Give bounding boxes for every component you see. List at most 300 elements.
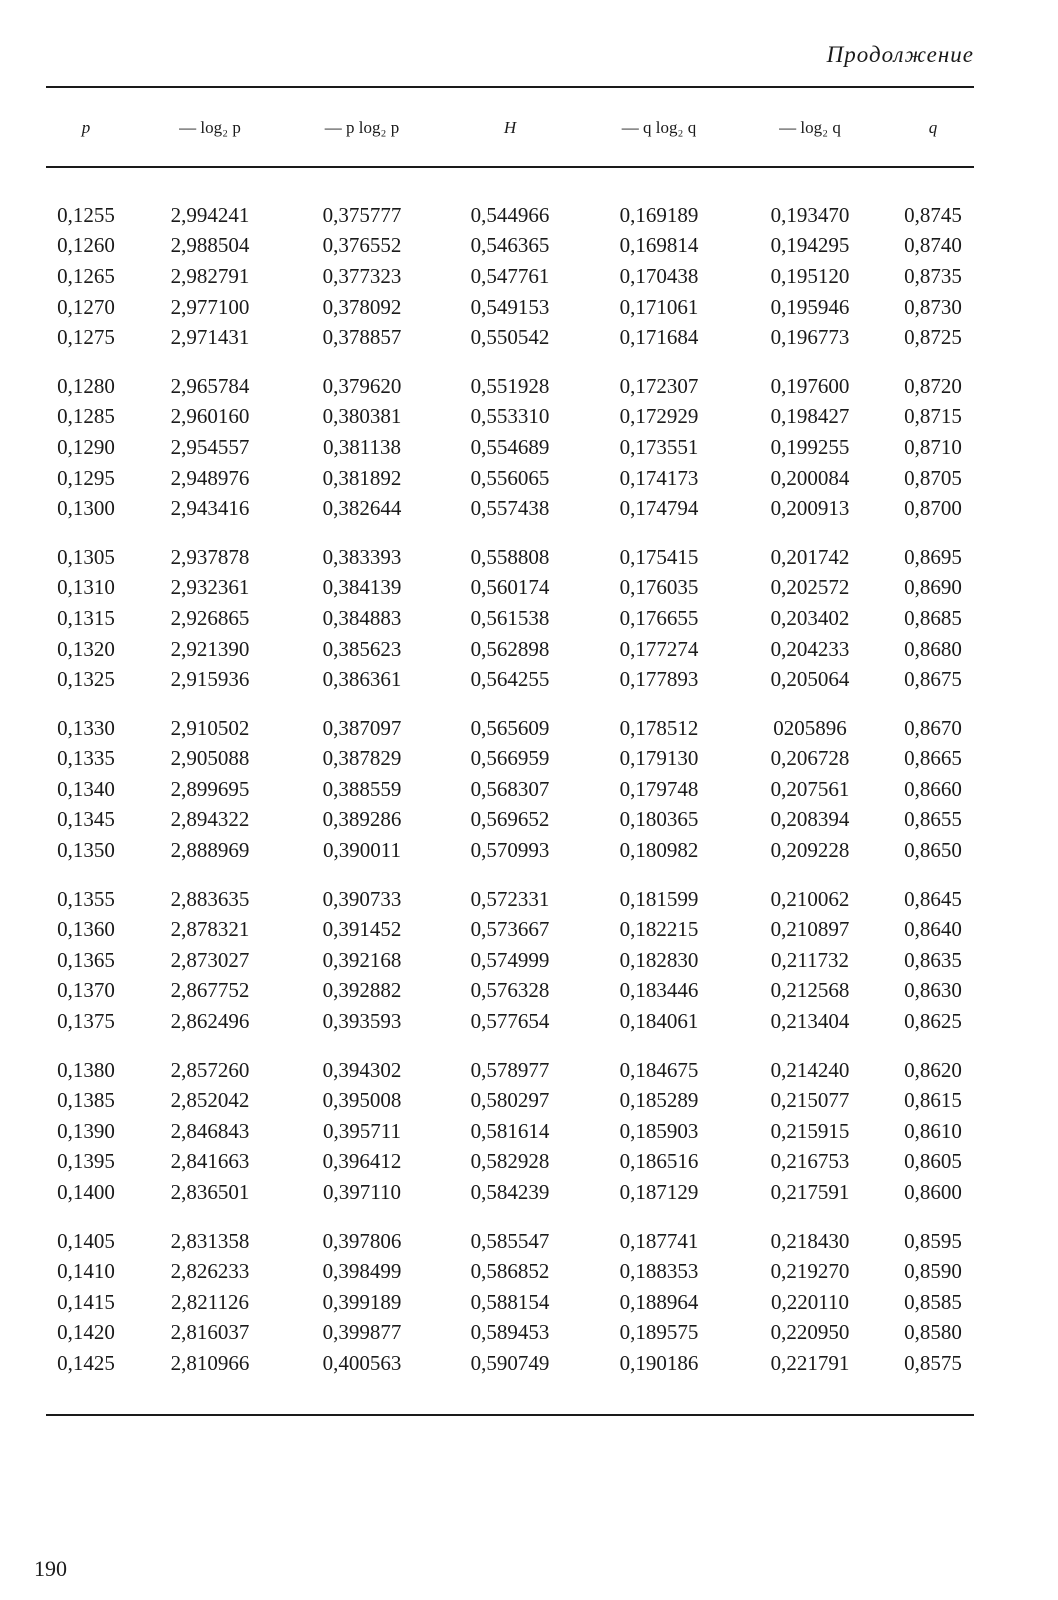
table-cell: 0,8725 xyxy=(904,325,962,350)
table-cell: 0,382644 xyxy=(322,496,402,521)
table-cell: 2,888969 xyxy=(170,838,250,863)
table-cell: 0,213404 xyxy=(770,1009,850,1034)
table-cell: 0,173551 xyxy=(619,434,699,459)
table-cell: 2,826233 xyxy=(170,1259,250,1284)
table-cell: 0,183446 xyxy=(619,978,699,1003)
table-body xyxy=(40,168,980,1379)
table-cell: 0,188353 xyxy=(619,1259,699,1284)
table-cell: 0,384139 xyxy=(322,575,402,600)
table-cell: 0,1390 xyxy=(57,1118,115,1143)
table-cell: 2,862496 xyxy=(170,1009,250,1034)
table-cell: 0,1385 xyxy=(57,1088,115,1113)
table-cell: 0,1355 xyxy=(57,886,115,911)
table-row xyxy=(40,1116,980,1147)
table-cell: 0,381892 xyxy=(322,465,402,490)
table-cell: 0,209228 xyxy=(770,838,850,863)
table-cell: 2,852042 xyxy=(170,1088,250,1113)
table-row xyxy=(40,432,980,463)
table-row xyxy=(40,884,980,915)
table-row xyxy=(40,200,980,231)
table-cell: 0,220110 xyxy=(771,1289,849,1314)
table-cell: 0,8625 xyxy=(904,1009,962,1034)
table-cell: 0,1380 xyxy=(57,1057,115,1082)
table-cell: 0,395711 xyxy=(323,1118,401,1143)
table-cell: 0,181599 xyxy=(619,886,699,911)
table-cell: 0,397110 xyxy=(323,1180,401,1205)
table-cell: 0,1310 xyxy=(57,575,115,600)
table-cell: 0,193470 xyxy=(770,202,850,227)
table-cell: 0,189575 xyxy=(619,1320,699,1345)
table-cell: 0,190186 xyxy=(619,1350,699,1375)
table-cell: 0,1265 xyxy=(57,263,115,288)
table-cell: 0,565609 xyxy=(470,715,550,740)
page-number: 190 xyxy=(34,1556,67,1581)
table-cell: 0,1255 xyxy=(57,202,115,227)
table-cell: 0,8670 xyxy=(904,715,962,740)
table-cell: 0,572331 xyxy=(470,886,550,911)
table-cell: 0,200084 xyxy=(770,465,850,490)
table-cell: 0,199255 xyxy=(770,434,850,459)
table-cell: 0,214240 xyxy=(770,1057,850,1082)
table-header-row xyxy=(40,88,980,168)
table-cell: 0,569652 xyxy=(470,807,550,832)
table-row xyxy=(40,835,980,866)
table-cell: 0,177893 xyxy=(619,667,699,692)
table-cell: 0,195946 xyxy=(770,294,850,319)
table-cell: 2,905088 xyxy=(170,746,250,771)
table-cell: 0,8660 xyxy=(904,776,962,801)
table-cell: 2,954557 xyxy=(170,434,250,459)
table-cell: 0,381138 xyxy=(323,434,401,459)
table-row xyxy=(40,292,980,323)
table-cell: 0,8695 xyxy=(904,544,962,569)
table-cell: 0,390011 xyxy=(323,838,401,863)
table-cell: 0,216753 xyxy=(770,1149,850,1174)
table-cell: 0,221791 xyxy=(770,1350,850,1375)
table-cell: 0,376552 xyxy=(322,233,402,258)
table-cell: 0,206728 xyxy=(770,746,850,771)
table-cell: 0,1335 xyxy=(57,746,115,771)
table-cell: 2,857260 xyxy=(170,1057,250,1082)
table-cell: 0,8680 xyxy=(904,636,962,661)
table-cell: 2,977100 xyxy=(170,294,250,319)
table-cell: 2,948976 xyxy=(170,465,250,490)
table-cell: 0,8585 xyxy=(904,1289,962,1314)
table-cell: 0,203402 xyxy=(770,605,850,630)
table-cell: 0,386361 xyxy=(322,667,402,692)
table-cell: 2,988504 xyxy=(170,233,250,258)
table-row xyxy=(40,713,980,744)
table-row xyxy=(40,322,980,353)
table-cell: 0,574999 xyxy=(470,947,550,972)
table-cell: 0,174794 xyxy=(619,496,699,521)
group-gap xyxy=(40,866,980,884)
table-cell: 0,8655 xyxy=(904,807,962,832)
table-cell: 0,175415 xyxy=(619,544,699,569)
table-cell: 2,960160 xyxy=(170,404,250,429)
table-row xyxy=(40,542,980,573)
table-cell: 0,387097 xyxy=(322,715,402,740)
table-row xyxy=(40,1006,980,1037)
table-cell: 0,8730 xyxy=(904,294,962,319)
table-cell: 0,176035 xyxy=(619,575,699,600)
table-cell: 2,937878 xyxy=(170,544,250,569)
group-gap xyxy=(40,695,980,713)
table-cell: 0,179748 xyxy=(619,776,699,801)
table-cell: 0,551928 xyxy=(470,373,550,398)
table-cell: 0,211732 xyxy=(771,947,849,972)
table-cell: 0,564255 xyxy=(470,667,550,692)
table-cell: 0,171684 xyxy=(619,325,699,350)
table-row xyxy=(40,945,980,976)
table-cell: 0,205064 xyxy=(770,667,850,692)
table-cell: 2,816037 xyxy=(170,1320,250,1345)
table-cell: 0,8710 xyxy=(904,434,962,459)
table-cell: 2,971431 xyxy=(170,325,250,350)
table-row xyxy=(40,1055,980,1086)
table-cell: 0,177274 xyxy=(619,636,699,661)
table-row xyxy=(40,1348,980,1379)
table-cell: 0,385623 xyxy=(322,636,402,661)
table-cell: 2,836501 xyxy=(170,1180,250,1205)
table-cell: 0,1285 xyxy=(57,404,115,429)
table-cell: 0,392168 xyxy=(322,947,402,972)
table-cell: 0,8630 xyxy=(904,978,962,1003)
table-row xyxy=(40,634,980,665)
table-cell: 2,894322 xyxy=(170,807,250,832)
table-cell: 0,1395 xyxy=(57,1149,115,1174)
table-cell: 0,212568 xyxy=(770,978,850,1003)
table-cell: 0,1295 xyxy=(57,465,115,490)
table-cell: 0,207561 xyxy=(770,776,850,801)
table-cell: 0,182830 xyxy=(619,947,699,972)
table-cell: 0,394302 xyxy=(322,1057,402,1082)
table-cell: 0,215077 xyxy=(770,1088,850,1113)
table-cell: 0,172307 xyxy=(619,373,699,398)
table-cell: 2,867752 xyxy=(170,978,250,1003)
table-cell: 0,1325 xyxy=(57,667,115,692)
table-cell: 0,380381 xyxy=(322,404,402,429)
table-cell: 2,921390 xyxy=(170,636,250,661)
table-cell: 0,180365 xyxy=(619,807,699,832)
table-cell: 0,553310 xyxy=(470,404,550,429)
table-cell: 0,1410 xyxy=(57,1259,115,1284)
table-cell: 0,566959 xyxy=(470,746,550,771)
continued-caption: Продолжение xyxy=(826,42,974,67)
table-cell: 0,8610 xyxy=(904,1118,962,1143)
table-cell: 0,562898 xyxy=(470,636,550,661)
table-row xyxy=(40,1318,980,1349)
table-cell: 0,378092 xyxy=(322,294,402,319)
table-cell: 0,573667 xyxy=(470,917,550,942)
table-cell: 2,810966 xyxy=(170,1350,250,1375)
table-row xyxy=(40,1287,980,1318)
table-row xyxy=(40,744,980,775)
table-cell: 0,577654 xyxy=(470,1009,550,1034)
table-cell: 2,994241 xyxy=(170,202,250,227)
spacer-row xyxy=(40,168,980,200)
table-cell: 0,397806 xyxy=(322,1228,402,1253)
table-row xyxy=(40,1226,980,1257)
table-cell: 0,557438 xyxy=(470,496,550,521)
table-cell: 0,1425 xyxy=(57,1350,115,1375)
group-gap xyxy=(40,524,980,542)
table-row xyxy=(40,402,980,433)
table-cell: 0,1270 xyxy=(57,294,115,319)
table-cell: 0,179130 xyxy=(619,746,699,771)
table-cell: 0,390733 xyxy=(322,886,402,911)
table-cell: 0,215915 xyxy=(770,1118,850,1143)
bottom-rule xyxy=(46,1414,974,1416)
table-cell: 0,8615 xyxy=(904,1088,962,1113)
table-row xyxy=(40,371,980,402)
table-cell: 0,169189 xyxy=(619,202,699,227)
table-cell: 0,198427 xyxy=(770,404,850,429)
table-cell: 0,1290 xyxy=(57,434,115,459)
table-cell: 2,910502 xyxy=(170,715,250,740)
table-cell: 0,561538 xyxy=(470,605,550,630)
table-cell: 0,1320 xyxy=(57,636,115,661)
table-cell: 0,8665 xyxy=(904,746,962,771)
table-cell: 0,8640 xyxy=(904,917,962,942)
table-cell: 0,392882 xyxy=(322,978,402,1003)
table-cell: 0,582928 xyxy=(470,1149,550,1174)
table-cell: 0,170438 xyxy=(619,263,699,288)
table-row xyxy=(40,805,980,836)
table-cell: 0,586852 xyxy=(470,1259,550,1284)
table-cell: 0,387829 xyxy=(322,746,402,771)
table-cell: 0205896 xyxy=(773,715,847,740)
table-cell: 0,204233 xyxy=(770,636,850,661)
table-row xyxy=(40,261,980,292)
table-cell: 0,176655 xyxy=(619,605,699,630)
table-cell: 2,915936 xyxy=(170,667,250,692)
table-cell: 0,218430 xyxy=(770,1228,850,1253)
column-header: — q log₂ q xyxy=(621,118,697,137)
table-cell: 0,210062 xyxy=(770,886,850,911)
table-cell: 0,375777 xyxy=(322,202,402,227)
table-cell: 0,8590 xyxy=(904,1259,962,1284)
table-row xyxy=(40,1177,980,1208)
table-cell: 0,196773 xyxy=(770,325,850,350)
table-cell: 2,932361 xyxy=(170,575,250,600)
column-header: p xyxy=(81,118,91,137)
table-cell: 0,581614 xyxy=(470,1118,550,1143)
table-cell: 0,197600 xyxy=(770,373,850,398)
table-cell: 0,399189 xyxy=(322,1289,402,1314)
table-cell: 0,400563 xyxy=(322,1350,402,1375)
table-cell: 0,185289 xyxy=(619,1088,699,1113)
table-cell: 0,560174 xyxy=(470,575,550,600)
table-cell: 0,546365 xyxy=(470,233,550,258)
table-row xyxy=(40,603,980,634)
table-cell: 0,8605 xyxy=(904,1149,962,1174)
table-cell: 2,878321 xyxy=(170,917,250,942)
table-cell: 0,202572 xyxy=(770,575,850,600)
table-row xyxy=(40,664,980,695)
table-cell: 0,568307 xyxy=(470,776,550,801)
table-cell: 0,1400 xyxy=(57,1180,115,1205)
table-cell: 0,1275 xyxy=(57,325,115,350)
table-cell: 0,589453 xyxy=(470,1320,550,1345)
table-cell: 0,388559 xyxy=(322,776,402,801)
table-cell: 2,965784 xyxy=(170,373,250,398)
table-cell: 0,399877 xyxy=(322,1320,402,1345)
table-cell: 2,873027 xyxy=(170,947,250,972)
table-cell: 0,172929 xyxy=(619,404,699,429)
table-cell: 0,1330 xyxy=(57,715,115,740)
table-cell: 0,377323 xyxy=(322,263,402,288)
table-cell: 0,558808 xyxy=(470,544,550,569)
table-cell: 0,8635 xyxy=(904,947,962,972)
table-cell: 0,590749 xyxy=(470,1350,550,1375)
column-header: — log₂ q xyxy=(779,118,841,137)
table-cell: 0,396412 xyxy=(322,1149,402,1174)
table-cell: 0,208394 xyxy=(770,807,850,832)
table-cell: 0,169814 xyxy=(619,233,699,258)
table-cell: 0,185903 xyxy=(619,1118,699,1143)
column-header: — log₂ p xyxy=(179,118,241,137)
table-cell: 0,570993 xyxy=(470,838,550,863)
table-cell: 0,184675 xyxy=(619,1057,699,1082)
table-cell: 0,393593 xyxy=(322,1009,402,1034)
table-cell: 0,8705 xyxy=(904,465,962,490)
table-cell: 0,1340 xyxy=(57,776,115,801)
table-cell: 0,398499 xyxy=(322,1259,402,1284)
table-cell: 0,8685 xyxy=(904,605,962,630)
table-cell: 0,184061 xyxy=(619,1009,699,1034)
table-cell: 0,1415 xyxy=(57,1289,115,1314)
table-cell: 2,846843 xyxy=(170,1118,250,1143)
table-cell: 0,549153 xyxy=(470,294,550,319)
table-row xyxy=(40,1085,980,1116)
column-header: — p log₂ p xyxy=(324,118,400,137)
table-cell: 0,8595 xyxy=(904,1228,962,1253)
table-cell: 0,195120 xyxy=(770,263,850,288)
table-row xyxy=(40,463,980,494)
table-cell: 0,1420 xyxy=(57,1320,115,1345)
table-cell: 0,187741 xyxy=(619,1228,699,1253)
table-cell: 0,1345 xyxy=(57,807,115,832)
table-cell: 0,1305 xyxy=(57,544,115,569)
table-cell: 0,1300 xyxy=(57,496,115,521)
table-cell: 0,186516 xyxy=(619,1149,699,1174)
group-gap xyxy=(40,1037,980,1055)
table-cell: 0,585547 xyxy=(470,1228,550,1253)
table-cell: 0,580297 xyxy=(470,1088,550,1113)
table-cell: 0,182215 xyxy=(619,917,699,942)
values-table xyxy=(40,88,980,1379)
table-cell: 0,188964 xyxy=(619,1289,699,1314)
table-cell: 0,378857 xyxy=(322,325,402,350)
table-cell: 0,8700 xyxy=(904,496,962,521)
table-cell: 0,8735 xyxy=(904,263,962,288)
table-cell: 0,1350 xyxy=(57,838,115,863)
table-cell: 0,383393 xyxy=(322,544,402,569)
table-cell: 2,883635 xyxy=(170,886,250,911)
table-row xyxy=(40,774,980,805)
table-cell: 0,379620 xyxy=(322,373,402,398)
table-cell: 0,219270 xyxy=(770,1259,850,1284)
table-cell: 0,1280 xyxy=(57,373,115,398)
table-cell: 0,384883 xyxy=(322,605,402,630)
table-row xyxy=(40,976,980,1007)
table-cell: 0,1405 xyxy=(57,1228,115,1253)
table-cell: 0,201742 xyxy=(770,544,850,569)
table-cell: 0,1370 xyxy=(57,978,115,1003)
column-header: H xyxy=(503,118,517,137)
table-row xyxy=(40,1147,980,1178)
table-cell: 0,584239 xyxy=(470,1180,550,1205)
table-cell: 0,544966 xyxy=(470,202,550,227)
table-cell: 0,8740 xyxy=(904,233,962,258)
table-cell: 0,8575 xyxy=(904,1350,962,1375)
table-row xyxy=(40,573,980,604)
table-cell: 0,200913 xyxy=(770,496,850,521)
table-cell: 0,578977 xyxy=(470,1057,550,1082)
table-cell: 0,8745 xyxy=(904,202,962,227)
table-row xyxy=(40,493,980,524)
table-cell: 0,178512 xyxy=(619,715,699,740)
table-cell: 0,8650 xyxy=(904,838,962,863)
table-cell: 0,210897 xyxy=(770,917,850,942)
table-cell: 0,8645 xyxy=(904,886,962,911)
table-cell: 0,1260 xyxy=(57,233,115,258)
table-cell: 0,8620 xyxy=(904,1057,962,1082)
table-cell: 0,180982 xyxy=(619,838,699,863)
table-cell: 2,943416 xyxy=(170,496,250,521)
table-cell: 0,1365 xyxy=(57,947,115,972)
table-cell: 0,576328 xyxy=(470,978,550,1003)
table-cell: 0,8690 xyxy=(904,575,962,600)
table-cell: 0,8600 xyxy=(904,1180,962,1205)
table-cell: 0,194295 xyxy=(770,233,850,258)
table-cell: 0,174173 xyxy=(619,465,699,490)
group-gap xyxy=(40,1208,980,1226)
table-row xyxy=(40,914,980,945)
table-cell: 0,1315 xyxy=(57,605,115,630)
table-cell: 0,1375 xyxy=(57,1009,115,1034)
table-cell: 0,547761 xyxy=(470,263,550,288)
group-gap xyxy=(40,353,980,371)
table-cell: 0,395008 xyxy=(322,1088,402,1113)
table-cell: 2,926865 xyxy=(170,605,250,630)
table-cell: 0,220950 xyxy=(770,1320,850,1345)
table-cell: 0,8580 xyxy=(904,1320,962,1345)
table-cell: 0,554689 xyxy=(470,434,550,459)
table-cell: 0,550542 xyxy=(470,325,550,350)
table-cell: 0,556065 xyxy=(470,465,550,490)
table-cell: 0,8675 xyxy=(904,667,962,692)
table-cell: 2,982791 xyxy=(170,263,250,288)
table-cell: 2,899695 xyxy=(170,776,250,801)
table-cell: 2,831358 xyxy=(170,1228,250,1253)
table-cell: 0,1360 xyxy=(57,917,115,942)
table-cell: 0,217591 xyxy=(770,1180,850,1205)
table-cell: 2,821126 xyxy=(171,1289,249,1314)
table-cell: 0,171061 xyxy=(619,294,699,319)
table-cell: 0,8715 xyxy=(904,404,962,429)
table-cell: 0,8720 xyxy=(904,373,962,398)
table-cell: 0,187129 xyxy=(619,1180,699,1205)
table-cell: 0,389286 xyxy=(322,807,402,832)
table-row xyxy=(40,231,980,262)
table-cell: 2,841663 xyxy=(170,1149,250,1174)
column-header: q xyxy=(928,118,938,137)
table-row xyxy=(40,1256,980,1287)
table-cell: 0,391452 xyxy=(322,917,402,942)
table-cell: 0,588154 xyxy=(470,1289,550,1314)
